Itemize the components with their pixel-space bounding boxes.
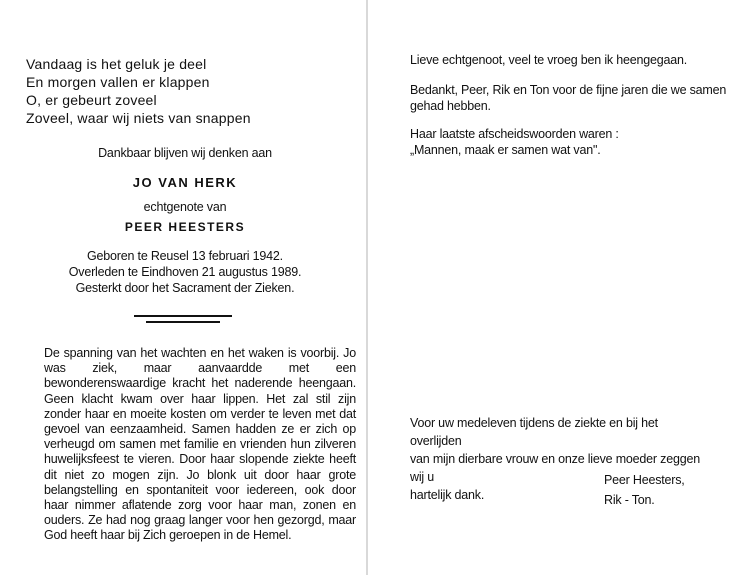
birth-line: Geboren te Reusel 13 februari 1942.: [87, 249, 283, 263]
left-page: [0, 0, 367, 575]
divider-bottom: [146, 321, 220, 323]
acknowledgement-line: Voor uw medeleven tijdens de ziekte en bij het overlijden: [410, 416, 658, 448]
last-words: „Mannen, maak er samen wat van".: [410, 143, 601, 157]
death-line: Overleden te Eindhoven 21 augustus 1989.: [68, 265, 302, 279]
biography: De spanning van het wachten en het waken is voorbij. Jo was ziek, maar aanvaardde met een bewonderenswaardige kracht het naderende heengaan. Geen klacht kwam over haar lippen. Het zal stil zijn zonder haar en moeite kosten om verder te leven met dat gevoel van eenzaamheid. Samen hadden ze er zich op verheugd om samen met familie en vrienden hun zilveren huwelijksfeest te vieren. Door haar slopende ziekte heeft dit niet zo mogen zijn. Jo blonk uit door haar grote belangstelling en spontaniteit voor iedereen, ook door haar nimmer aflatende zorg voor haar man, zonen en ouders. Ze had nog graag langer voor hen gezorgd, maar God heeft haar bij Zich geroepen in de Hemel.: [44, 346, 356, 543]
poem-line: En morgen vallen er klappen: [26, 74, 210, 90]
remembrance-line: Dankbaar blijven wij denken aan: [98, 146, 272, 160]
sacrament-line: Gesterkt door het Sacrament der Zieken.: [75, 281, 295, 295]
poem-line: O, er gebeurt zoveel: [26, 92, 157, 108]
life-details: [40, 248, 330, 296]
poem: [26, 55, 251, 127]
signature-line: Peer Heesters,: [604, 473, 685, 487]
acknowledgement-line: hartelijk dank.: [410, 488, 485, 502]
signature-line: Rik - Ton.: [604, 493, 655, 507]
signature: [604, 470, 685, 510]
deceased-name: JO VAN HERK: [132, 175, 238, 190]
poem-line: Zoveel, waar wij niets van snappen: [26, 110, 251, 126]
poem-line: Vandaag is het geluk je deel: [26, 56, 207, 72]
acknowledgement-line: van mijn dierbare vrouw en onze lieve moeder zeggen wij u: [410, 452, 700, 484]
farewell-line: Lieve echtgenoot, veel te vroeg ben ik heengegaan.: [410, 53, 688, 67]
spouse-name: PEER HEESTERS: [124, 220, 246, 234]
divider-top: [134, 315, 232, 317]
thanks-line: Bedankt, Peer, Rik en Ton voor de fijne jaren die we samen: [410, 83, 727, 97]
spouse-label: echtgenote van: [143, 200, 227, 214]
last-words-label: Haar laatste afscheidswoorden waren :: [410, 127, 619, 141]
thanks-line: gehad hebben.: [410, 99, 491, 113]
